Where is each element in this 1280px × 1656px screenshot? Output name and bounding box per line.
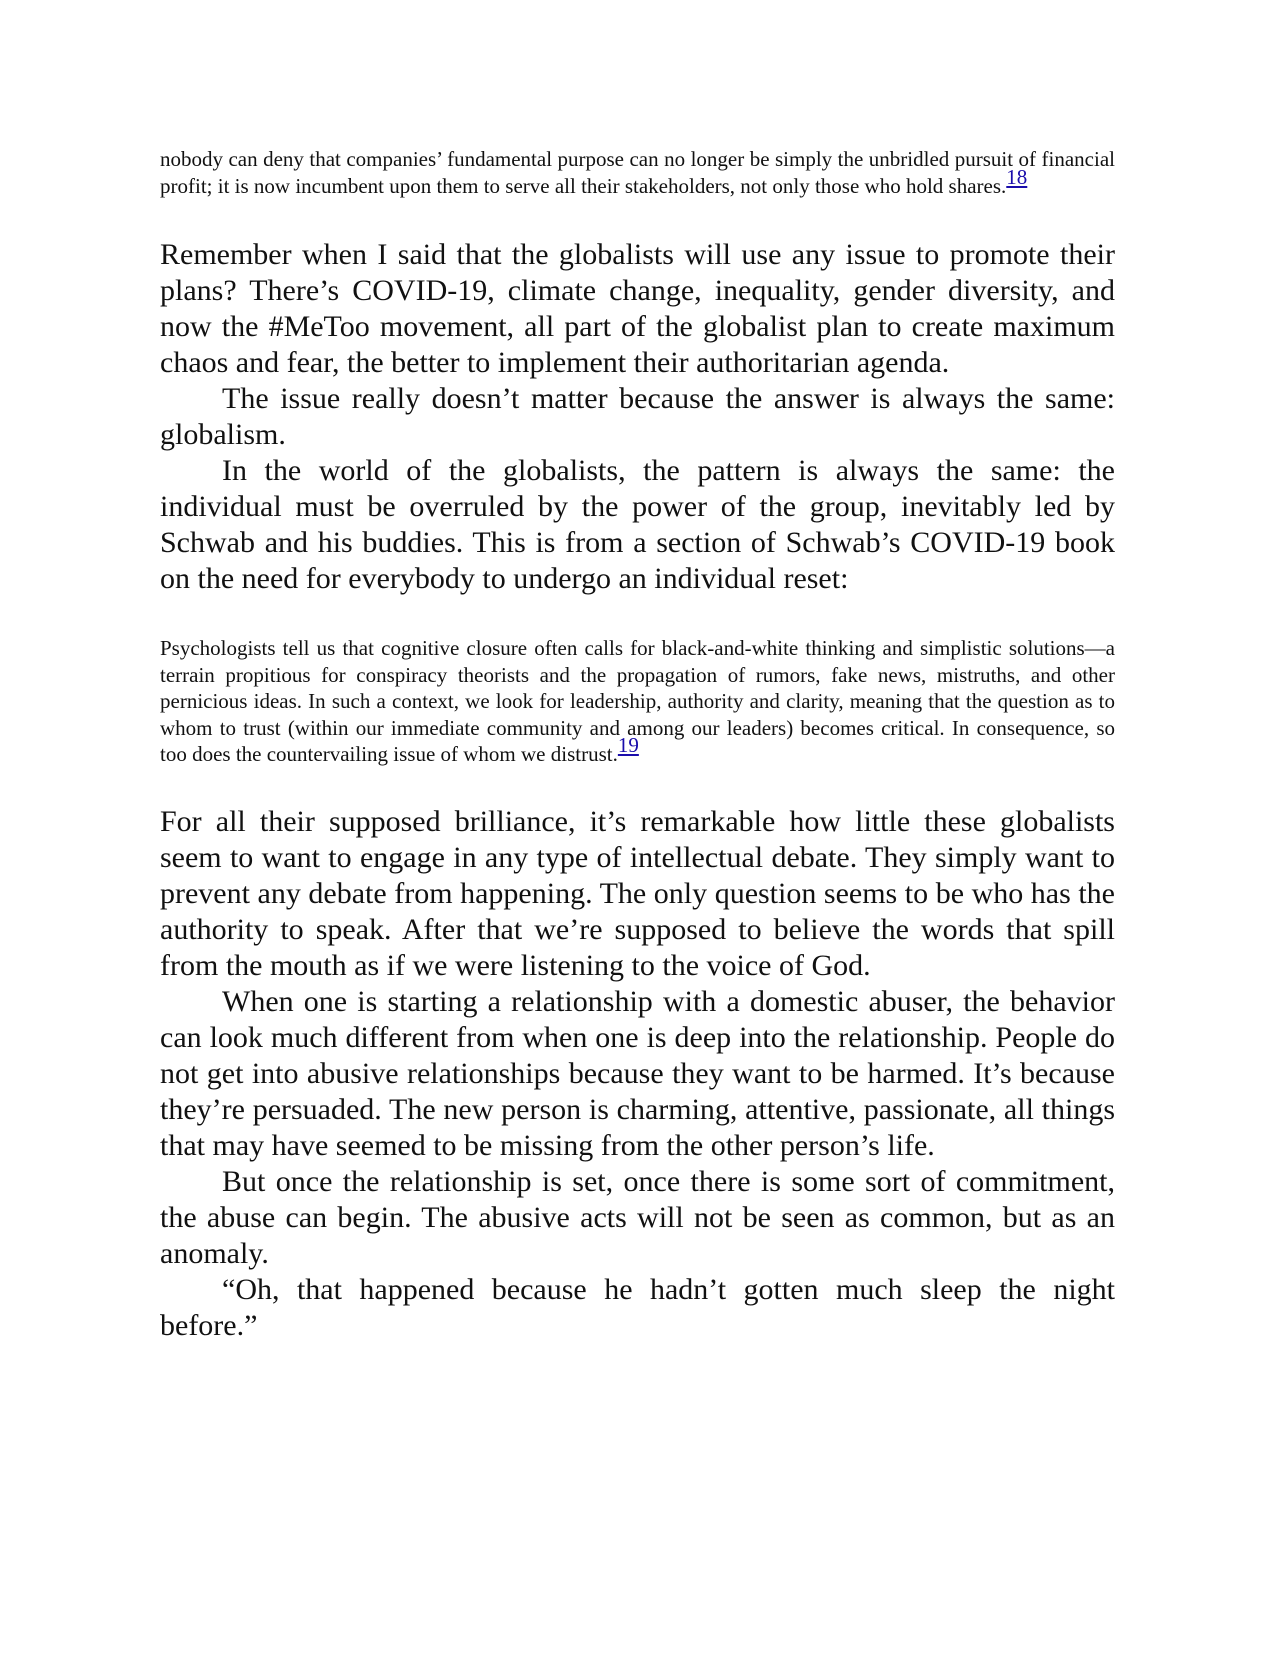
quote-text: nobody can deny that companies’ fundamental purpose can no longer be simply the unbridled pursuit of financial profit; it is now incumbent upon them to serve all their stakeholders, not only those who hold shares. [160,147,1115,198]
quote-text: Psychologists tell us that cognitive closure often calls for black-and-white thinking and simplistic solutions—a terrain propitious for conspiracy theorists and the propagation of rumors, fake news, mistruths, and other pernicious ideas. In such a context, we look for leadership, authority and clarity, meaning that the question as to whom to trust (within our immediate community and among our leaders) becomes critical. In consequence, so too does the countervailing issue of whom we distrust. [160,636,1115,766]
body-section-2 [160,804,1115,1344]
paragraph: But once the relationship is set, once there is some sort of commitment, the abuse can begin. The abusive acts will not be seen as common, but as an anomaly. [160,1164,1115,1270]
block-quote-stakeholders [160,146,1115,199]
block-quote-psychologists [160,635,1115,768]
spacer [160,199,1115,237]
quote-paragraph [160,146,1115,199]
spacer [160,768,1115,804]
quote-paragraph [160,635,1115,768]
paragraph: For all their supposed brilliance, it’s remarkable how little these globalists seem to want to engage in any type of intellectual debate. They simply want to prevent any debate from happening. The only question seems to be who has the authority to speak. After that we’re supposed to believe the words that spill from the mouth as if we were listening to the voice of God. [160,804,1115,982]
footnote-link-18[interactable]: 18 [1006,164,1028,189]
paragraph: The issue really doesn’t matter because the answer is always the same: globalism. [160,382,1115,451]
spacer [160,597,1115,635]
paragraph: Remember when I said that the globalists will use any issue to promote their plans? There’s COVID-19, climate change, inequality, gender diversity, and now the #MeToo movement, all part of the globalist plan to create maximum chaos and fear, the better to implement their authoritarian agenda. [160,238,1115,379]
page-content [160,146,1115,1344]
body-section-1 [160,237,1115,597]
paragraph: “Oh, that happened because he hadn’t gotten much sleep the night before.” [160,1272,1115,1342]
paragraph: When one is starting a relationship with a domestic abuser, the behavior can look much different from when one is deep into the relationship. People do not get into abusive relationships because they want to be harmed. It’s because they’re persuaded. The new person is charming, attentive, passionate, all things that may have seemed to be missing from the other person’s life. [160,984,1115,1162]
paragraph: In the world of the globalists, the pattern is always the same: the individual must be overruled by the power of the group, inevitably led by Schwab and his buddies. This is from a section of Schwab’s COVID-19 book on the need for everybody to undergo an individual reset: [160,454,1115,595]
footnote-link-19[interactable]: 19 [617,733,639,757]
